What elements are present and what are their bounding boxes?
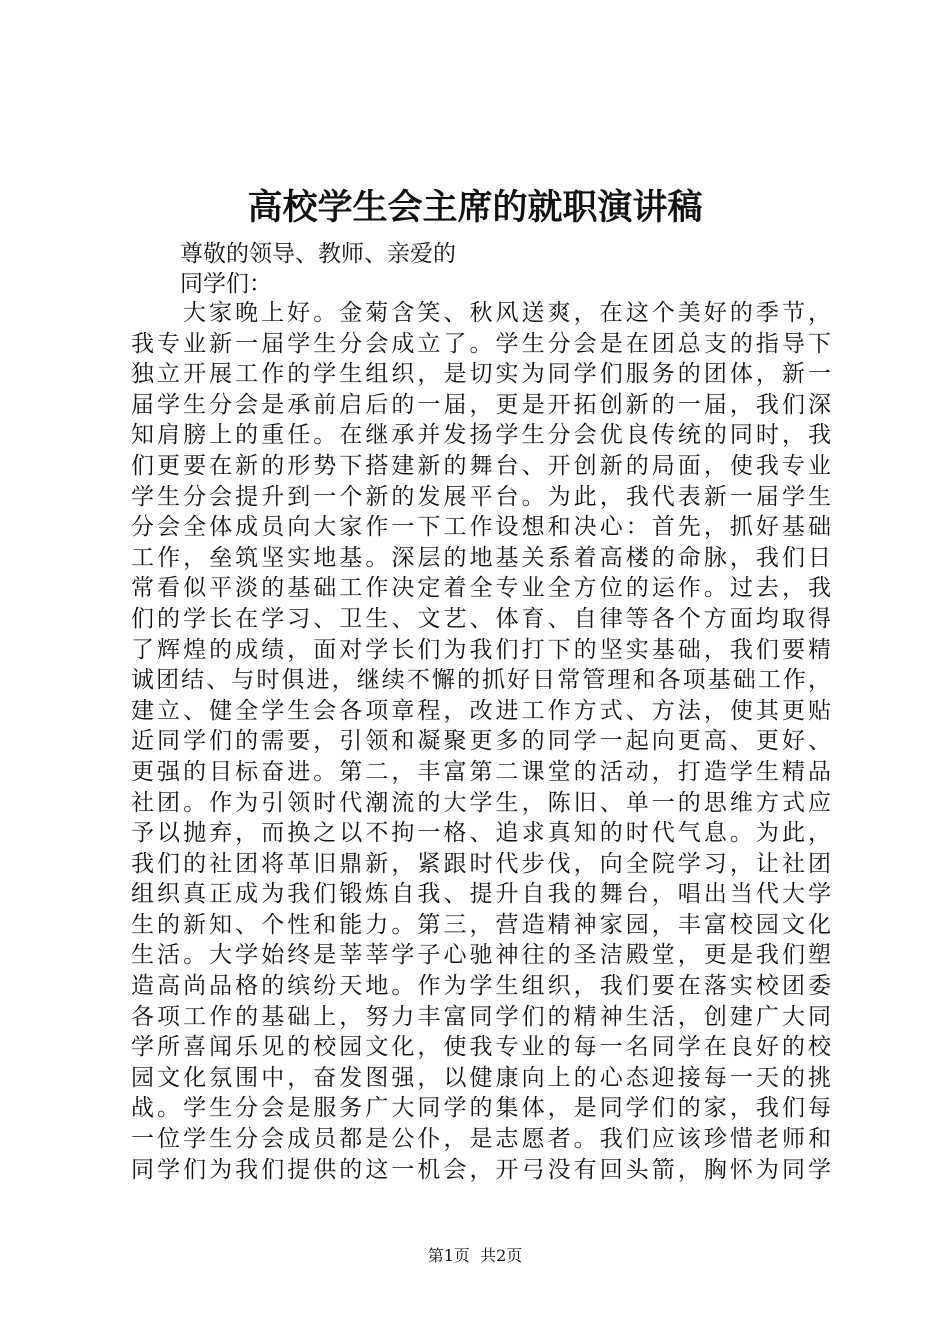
body-line: 园文化氛围中，奋发图强，以健康向上的心态迎接每一天的挑 <box>131 1064 831 1091</box>
salutation-line-1: 尊敬的领导、教师、亲爱的 <box>180 241 456 267</box>
body-line: 我专业新一届学生分会成立了。学生分会是在团总支的指导下 <box>131 330 831 357</box>
body-line: 诚团结、与时俱进，继续不懈的抓好日常管理和各项基础工作， <box>131 667 831 694</box>
body-line: 们的学长在学习、卫生、文艺、体育、自律等各个方面均取得 <box>131 605 831 632</box>
body-line: 届学生分会是承前启后的一届，更是开拓创新的一届，我们深 <box>131 391 831 418</box>
body-line: 分会全体成员向大家作一下工作设想和决心：首先，抓好基础 <box>131 514 831 541</box>
body-line: 更强的目标奋进。第二，丰富第二课堂的活动，打造学生精品 <box>131 758 831 785</box>
body-line: 予以抛弃，而换之以不拘一格、追求真知的时代气息。为此， <box>131 820 831 847</box>
body-line: 们更要在新的形势下搭建新的舞台、开创新的局面，使我专业 <box>131 452 831 479</box>
body-text <box>131 298 831 1185</box>
body-line: 近同学们的需要，引领和凝聚更多的同学一起向更高、更好、 <box>131 728 831 755</box>
body-line: 了辉煌的成绩，面对学长们为我们打下的坚实基础，我们要精 <box>131 636 831 663</box>
body-line: 大家晚上好。金菊含笑、秋风送爽，在这个美好的季节， <box>183 300 831 326</box>
body-line: 学所喜闻乐见的校园文化，使我专业的每一名同学在良好的校 <box>131 1034 831 1061</box>
body-line: 造高尚品格的缤纷天地。作为学生组织，我们要在落实校团委 <box>131 973 831 1000</box>
body-line: 建立、健全学生会各项章程，改进工作方式、方法，使其更贴 <box>131 697 831 724</box>
salutation-line-2: 同学们： <box>180 271 272 297</box>
body-line: 常看似平淡的基础工作决定着全专业全方位的运作。过去，我 <box>131 575 831 602</box>
document-title: 高校学生会主席的就职演讲稿 <box>247 187 703 228</box>
body-line: 独立开展工作的学生组织，是切实为同学们服务的团体，新一 <box>131 361 831 388</box>
body-line: 同学们为我们提供的这一机会，开弓没有回头箭，胸怀为同学 <box>131 1156 831 1183</box>
body-line: 组织真正成为我们锻炼自我、提升自我的舞台，唱出当代大学 <box>131 881 831 908</box>
body-line: 战。学生分会是服务广大同学的集体，是同学们的家，我们每 <box>131 1095 831 1122</box>
body-line: 各项工作的基础上，努力丰富同学们的精神生活，创建广大同 <box>131 1003 831 1030</box>
body-line: 学生分会提升到一个新的发展平台。为此，我代表新一届学生 <box>131 483 831 510</box>
body-line: 一位学生分会成员都是公仆，是志愿者。我们应该珍惜老师和 <box>131 1126 831 1153</box>
body-line: 生的新知、个性和能力。第三，营造精神家园，丰富校园文化 <box>131 911 831 938</box>
body-line: 社团。作为引领时代潮流的大学生，陈旧、单一的思维方式应 <box>131 789 831 816</box>
body-line: 知肩膀上的重任。在继承并发扬学生分会优良传统的同时，我 <box>131 422 831 449</box>
page-footer: 第1页 共2页 <box>427 1246 523 1265</box>
body-line: 工作，垒筑坚实地基。深层的地基关系着高楼的命脉，我们日 <box>131 544 831 571</box>
body-line: 我们的社团将革旧鼎新，紧跟时代步伐，向全院学习，让社团 <box>131 850 831 877</box>
body-line: 生活。大学始终是莘莘学子心驰神往的圣洁殿堂，更是我们塑 <box>131 942 831 969</box>
